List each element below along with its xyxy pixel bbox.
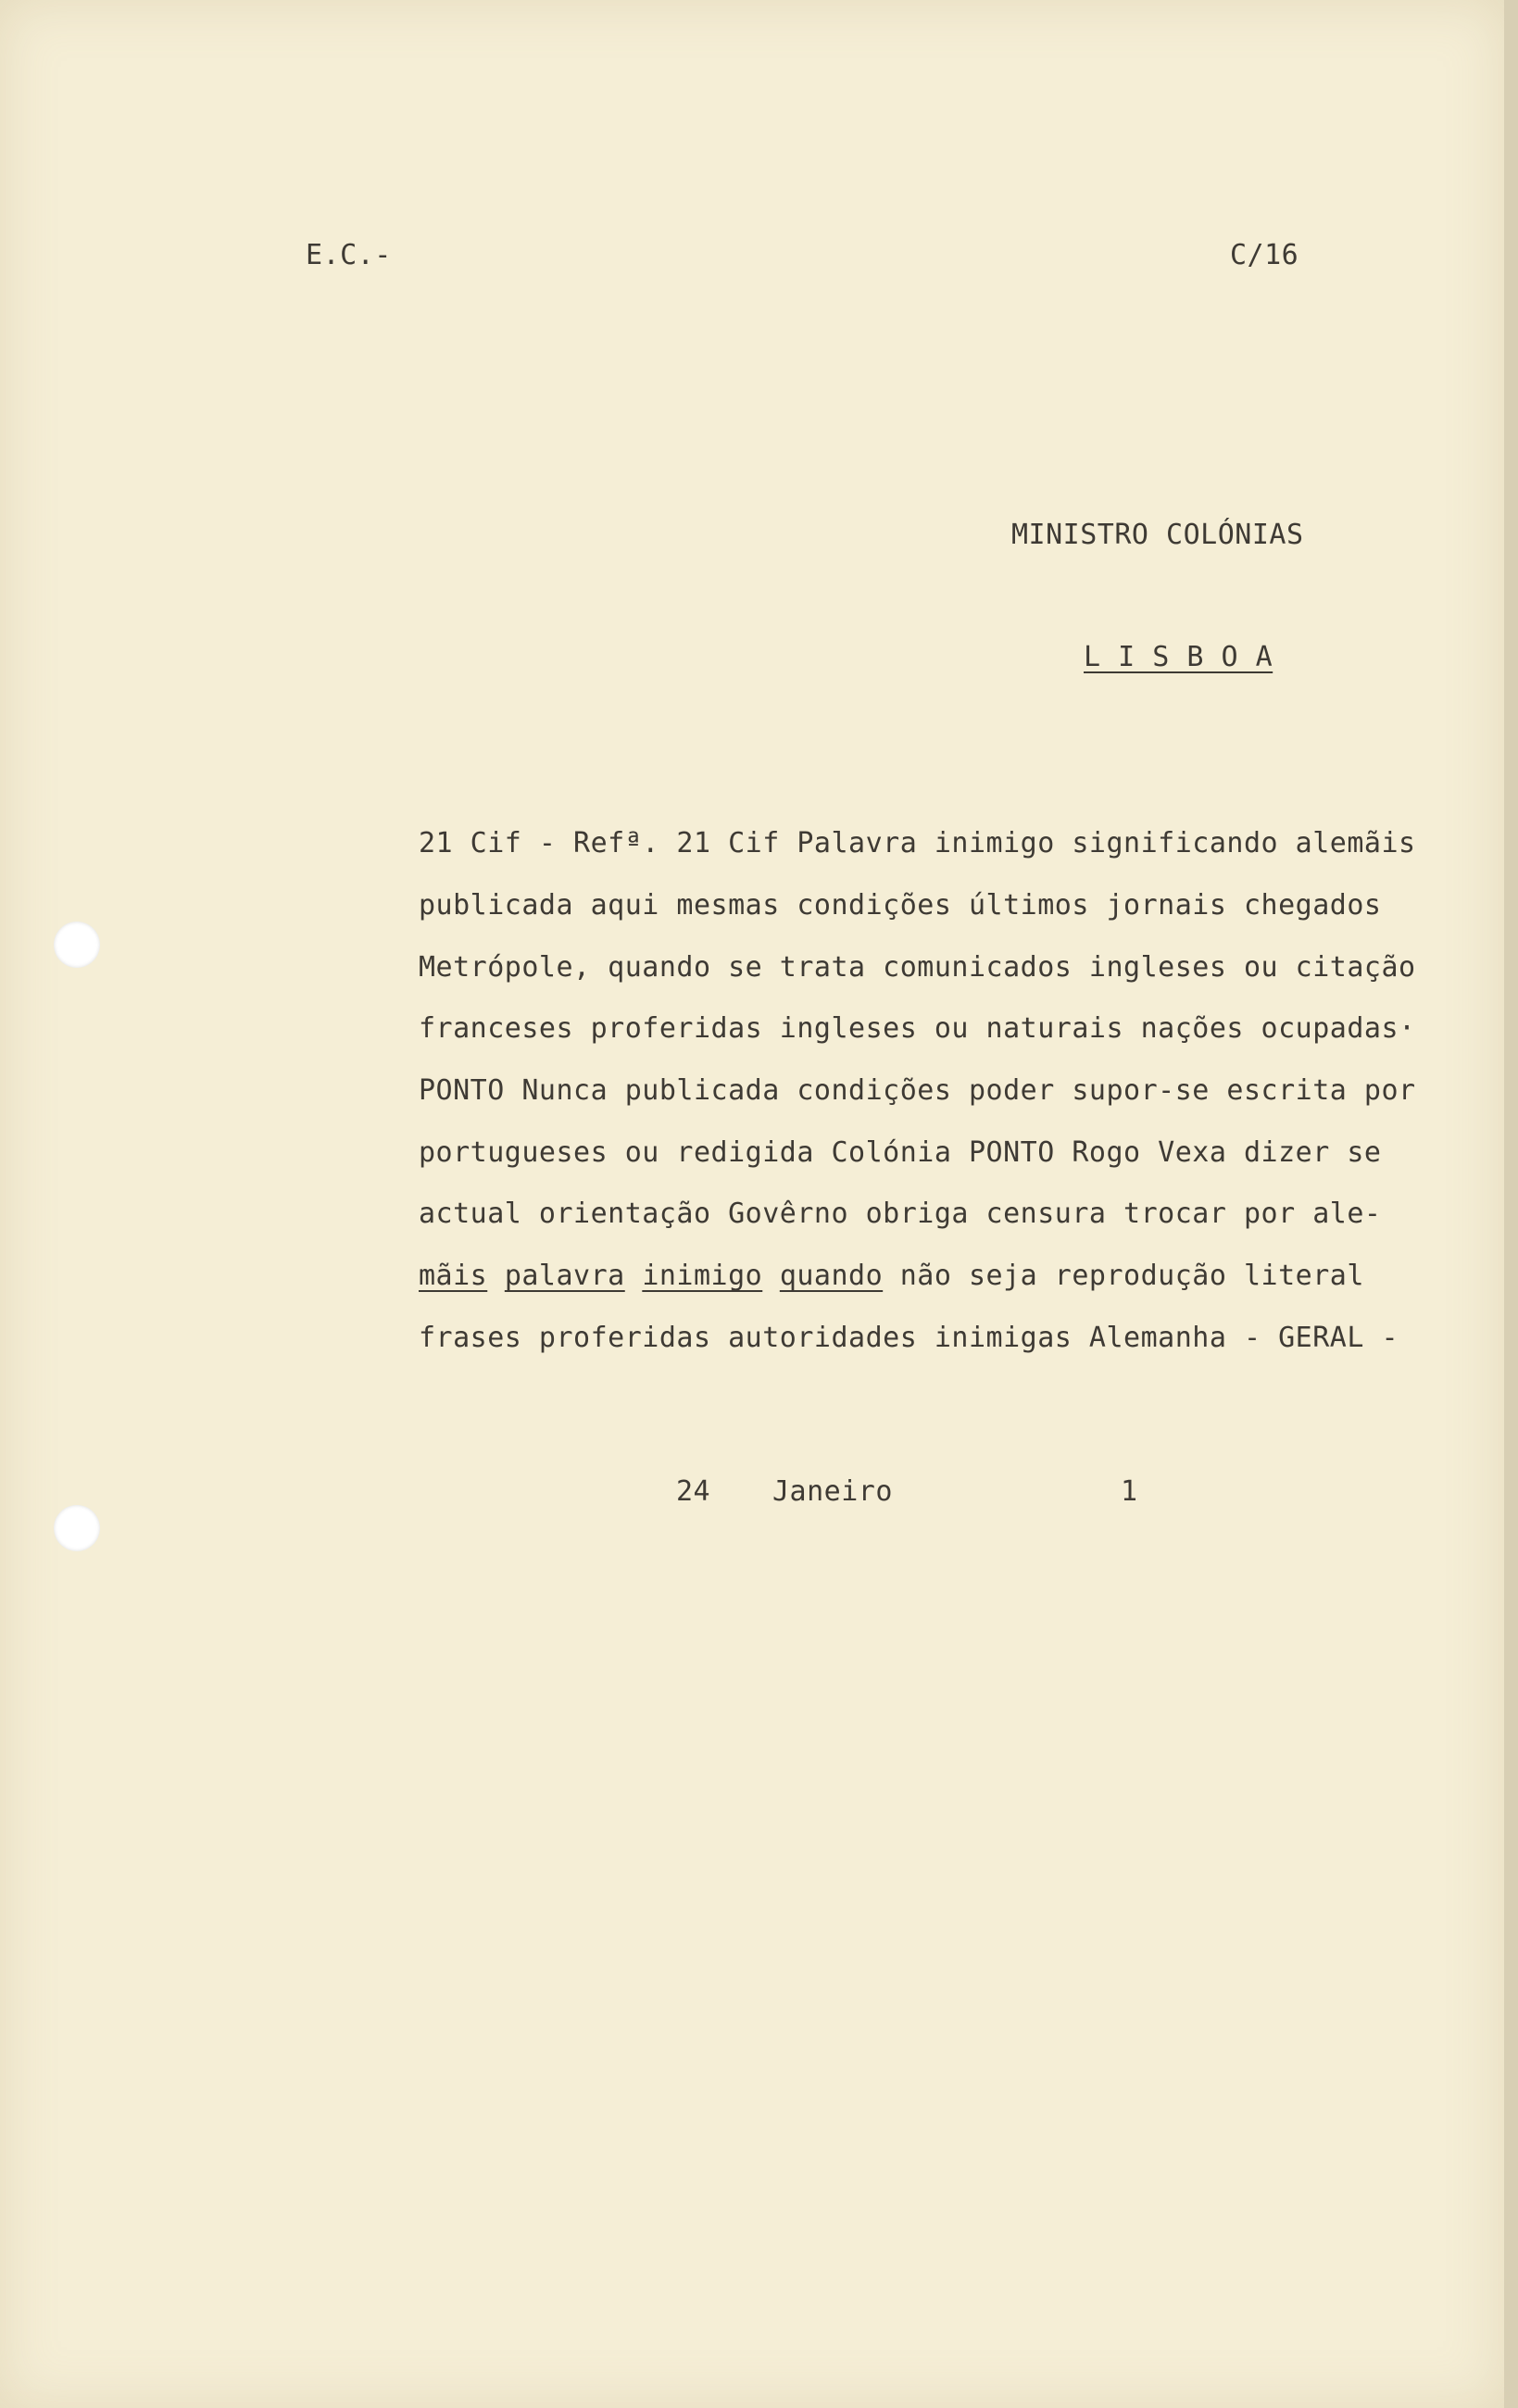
- punch-hole-bottom: [54, 1505, 100, 1551]
- addressee-ministry: MINISTRO COLÓNIAS: [1011, 519, 1304, 551]
- page-edge: [1504, 0, 1518, 2408]
- underlined-word: quando: [779, 1260, 884, 1292]
- body-line-9: frases proferidas autoridades inimigas Alemanha - GERAL -: [419, 1322, 1399, 1354]
- body-line-5: PONTO Nunca publicada condições poder supor-se escrita por: [419, 1074, 1416, 1107]
- underlined-word: palavra: [504, 1260, 625, 1292]
- line-8-rest: não seja reprodução literal: [883, 1260, 1364, 1292]
- header-left-code: E.C.-: [306, 239, 392, 271]
- underlined-word: mãis: [419, 1260, 488, 1292]
- underlined-word: inimigo: [642, 1260, 763, 1292]
- footer-number: 1: [1121, 1475, 1138, 1508]
- body-line-1: 21 Cif - Refª. 21 Cif Palavra inimigo significando alemãis: [419, 827, 1416, 859]
- body-line-6: portugueses ou redigida Colónia PONTO Rogo Vexa dizer se: [419, 1136, 1382, 1169]
- footer-day: 24: [676, 1475, 711, 1508]
- header-right-code: C/16: [1230, 239, 1299, 271]
- body-line-3: Metrópole, quando se trata comunicados ingleses ou citação: [419, 951, 1416, 984]
- body-line-7: actual orientação Govêrno obriga censura trocar por ale-: [419, 1198, 1382, 1230]
- punch-hole-top: [54, 922, 100, 968]
- body-line-8: [419, 1260, 1364, 1292]
- footer-month: Janeiro: [772, 1475, 893, 1508]
- body-line-4: franceses proferidas ingleses ou naturais nações ocupadas·: [419, 1012, 1416, 1045]
- body-line-2: publicada aqui mesmas condições últimos jornais chegados: [419, 889, 1382, 922]
- addressee-city: L I S B O A: [1084, 641, 1273, 673]
